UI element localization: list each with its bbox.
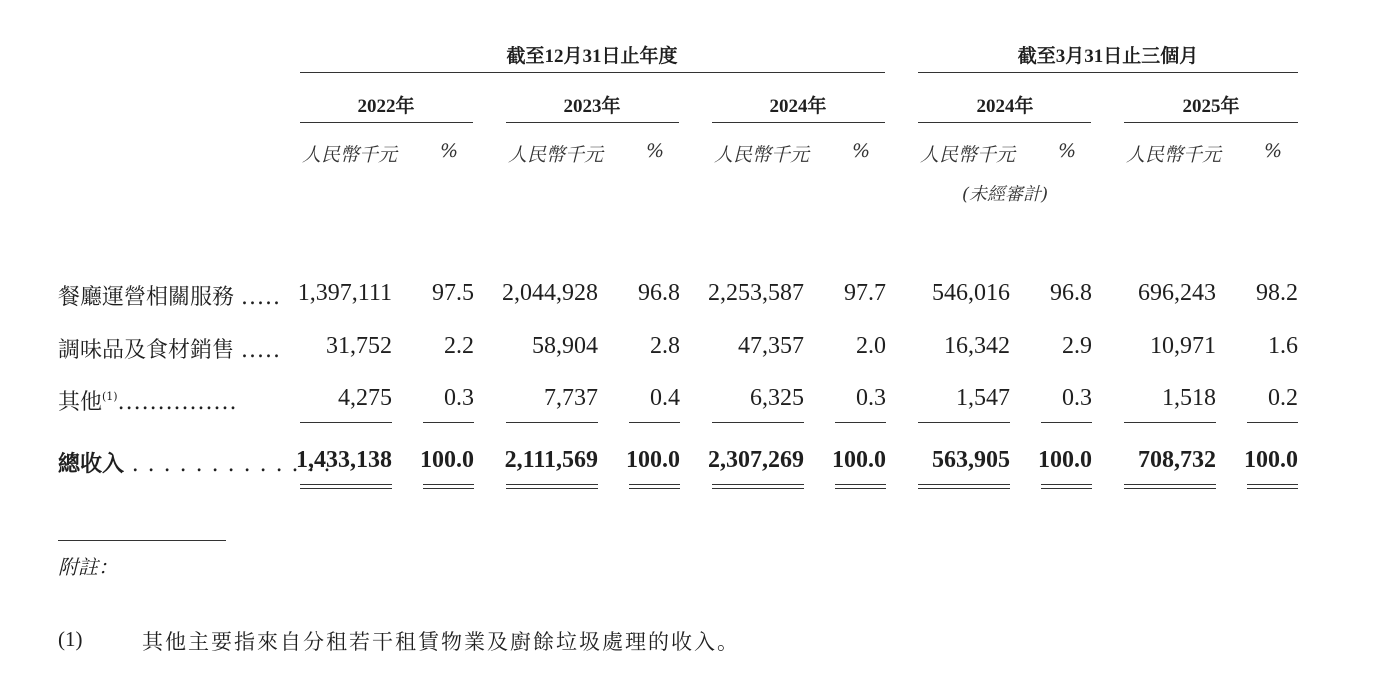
total-double-underline [918, 484, 1010, 489]
cell-percent: 0.3 [444, 385, 474, 411]
unit-percent: % [1058, 140, 1077, 162]
cell-value: 58,904 [532, 333, 598, 359]
cell-percent: 0.3 [856, 385, 886, 411]
cell-percent: 97.5 [432, 280, 474, 306]
unit-currency: 人民幣千元 [920, 144, 1016, 166]
total-percent: 100.0 [1038, 447, 1092, 473]
total-value: 2,111,569 [504, 447, 598, 473]
total-percent: 100.0 [420, 447, 474, 473]
cell-percent: 0.3 [1062, 385, 1092, 411]
total-percent: 100.0 [832, 447, 886, 473]
cell-value: 10,971 [1150, 333, 1216, 359]
cell-value: 7,737 [544, 385, 598, 411]
notes-title: 附註： [58, 555, 118, 579]
period-header-year-end: 截至12月31日止年度 [506, 46, 678, 67]
year-header-2024: 2024年 [769, 96, 827, 117]
unit-percent: % [440, 140, 459, 162]
cell-value: 1,397,111 [297, 280, 392, 306]
note-number: (1) [58, 627, 83, 651]
cell-value: 47,357 [738, 333, 804, 359]
cell-value: 1,518 [1162, 385, 1216, 411]
cell-value: 4,275 [338, 385, 392, 411]
total-value: 2,307,269 [708, 447, 804, 473]
cell-percent: 2.2 [444, 333, 474, 359]
cell-value: 16,342 [944, 333, 1010, 359]
cell-percent: 98.2 [1256, 280, 1298, 306]
year-header-2023: 2023年 [563, 96, 621, 117]
year-header-rule [918, 122, 1091, 123]
total-double-underline [629, 484, 680, 489]
unit-currency: 人民幣千元 [1126, 144, 1222, 166]
cell-percent: 0.4 [650, 385, 680, 411]
note-text: 其他主要指來自分租若干租賃物業及廚餘垃圾處理的收入。 [142, 630, 740, 654]
year-header-2025-q1: 2025年 [1182, 96, 1240, 117]
total-double-underline [300, 484, 392, 489]
total-double-underline [835, 484, 886, 489]
total-double-underline [1124, 484, 1216, 489]
total-percent: 100.0 [626, 447, 680, 473]
unit-percent: % [646, 140, 665, 162]
footnote-ref: (1) [102, 390, 118, 403]
total-value: 708,732 [1138, 447, 1216, 473]
unit-percent: % [1264, 140, 1283, 162]
subtotal-underline [506, 422, 598, 423]
cell-percent: 0.2 [1268, 385, 1298, 411]
period-header-rule-three-months [918, 72, 1298, 73]
year-header-rule [712, 122, 885, 123]
cell-percent: 96.8 [1050, 280, 1092, 306]
total-double-underline [423, 484, 474, 489]
cell-percent: 2.0 [856, 333, 886, 359]
total-double-underline [712, 484, 804, 489]
cell-percent: 97.7 [844, 280, 886, 306]
cell-value: 546,016 [932, 280, 1010, 306]
subtotal-underline [423, 422, 474, 423]
subtotal-underline [629, 422, 680, 423]
total-double-underline [506, 484, 598, 489]
subtotal-underline [835, 422, 886, 423]
cell-percent: 1.6 [1268, 333, 1298, 359]
total-double-underline [1041, 484, 1092, 489]
total-percent: 100.0 [1244, 447, 1298, 473]
row-label-others: 其他$^{(1)}$............... [58, 390, 238, 415]
year-header-rule [300, 122, 473, 123]
cell-value: 2,044,928 [502, 280, 598, 306]
unit-unaudited: (未經審計) [962, 184, 1049, 205]
subtotal-underline [300, 422, 392, 423]
subtotal-underline [918, 422, 1010, 423]
unit-currency: 人民幣千元 [508, 144, 604, 166]
total-value: 563,905 [932, 447, 1010, 473]
notes-separator [58, 540, 226, 541]
total-double-underline [1247, 484, 1298, 489]
period-header-three-months: 截至3月31日止三個月 [1017, 46, 1199, 67]
row-label-condiment-sales: 調味品及食材銷售 ..... [58, 338, 281, 363]
subtotal-underline [1247, 422, 1298, 423]
total-value: 1,433,138 [296, 447, 392, 473]
cell-value: 1,547 [956, 385, 1010, 411]
year-header-2024-q1: 2024年 [976, 96, 1034, 117]
cell-value: 6,325 [750, 385, 804, 411]
cell-value: 31,752 [326, 333, 392, 359]
period-header-rule-year-end [300, 72, 885, 73]
unit-currency: 人民幣千元 [302, 144, 398, 166]
cell-percent: 2.8 [650, 333, 680, 359]
cell-percent: 2.9 [1062, 333, 1092, 359]
year-header-rule [1124, 122, 1298, 123]
cell-value: 2,253,587 [708, 280, 804, 306]
cell-percent: 96.8 [638, 280, 680, 306]
unit-percent: % [852, 140, 871, 162]
cell-value: 696,243 [1138, 280, 1216, 306]
subtotal-underline [1041, 422, 1092, 423]
subtotal-underline [1124, 422, 1216, 423]
year-header-rule [506, 122, 679, 123]
subtotal-underline [712, 422, 804, 423]
year-header-2022: 2022年 [357, 96, 415, 117]
unit-currency: 人民幣千元 [714, 144, 810, 166]
row-label-restaurant-services: 餐廳運營相關服務 ..... [58, 285, 281, 310]
row-label-total-revenue: 總收入 . . . . . . . . . . . . . [58, 451, 332, 477]
